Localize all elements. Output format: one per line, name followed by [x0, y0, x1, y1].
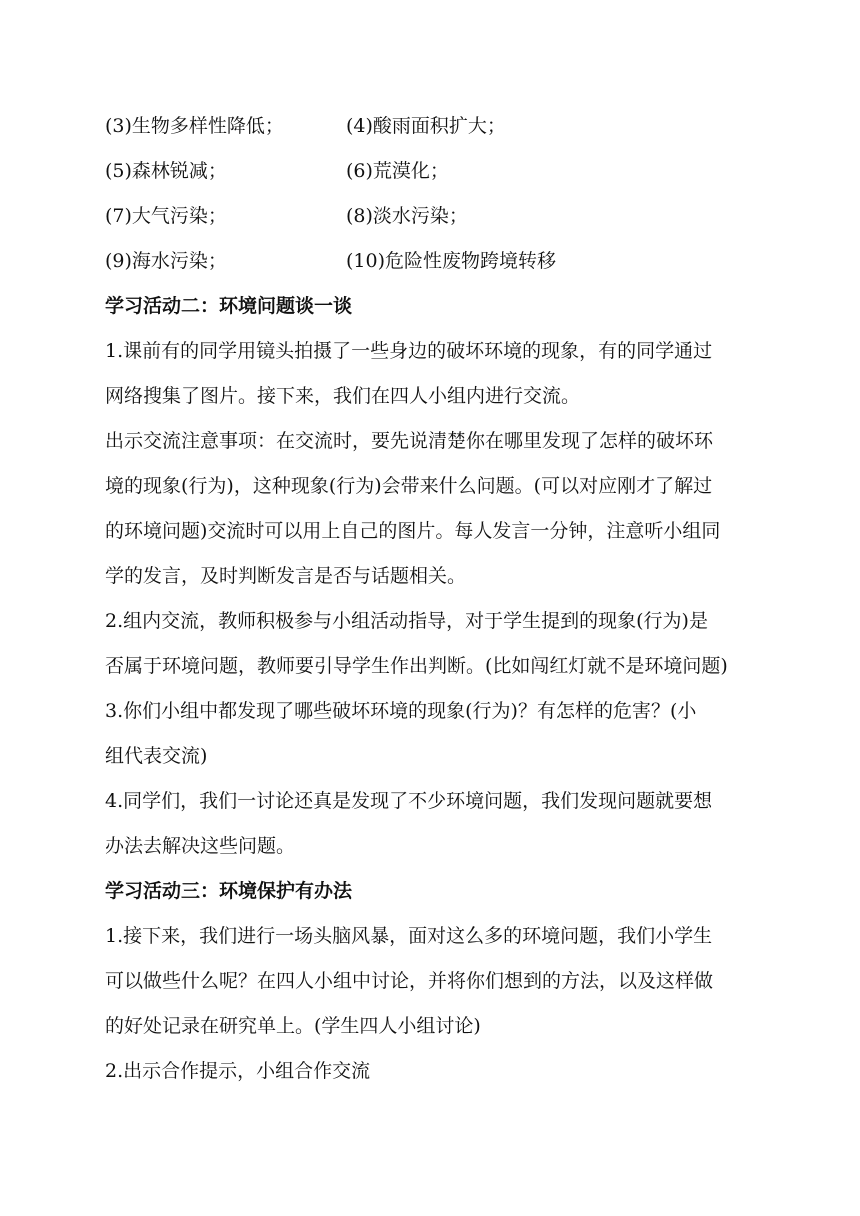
paragraph-line: 1.接下来，我们进行一场头脑风暴，面对这么多的环境问题，我们小学生 — [105, 925, 713, 947]
paragraph-line: 办法去解决这些问题。 — [105, 835, 296, 857]
paragraph-line: 2.组内交流，教师积极参与小组活动指导，对于学生提到的现象(行为)是 — [105, 610, 708, 632]
paragraph-line: 2.出示合作提示，小组合作交流 — [105, 1060, 371, 1082]
paragraph-line: 的好处记录在研究单上。(学生四人小组讨论) — [105, 1015, 481, 1037]
list-item: (7)大气污染； — [105, 205, 227, 227]
paragraph-line: 4.同学们，我们一讨论还真是发现了不少环境问题，我们发现问题就要想 — [105, 790, 713, 812]
paragraph-line: 出示交流注意事项：在交流时，要先说清楚你在哪里发现了怎样的破坏环 — [105, 430, 714, 452]
paragraph-line: 网络搜集了图片。接下来，我们在四人小组内进行交流。 — [105, 385, 581, 407]
paragraph-line: 学的发言，及时判断发言是否与话题相关。 — [105, 565, 467, 587]
section-heading: 学习活动二：环境问题谈一谈 — [105, 295, 353, 317]
list-item: (5)森林锐减； — [105, 160, 227, 182]
paragraph-line: 3.你们小组中都发现了哪些破坏环境的现象(行为)？有怎样的危害？(小 — [105, 700, 697, 722]
list-item: (9)海水污染； — [105, 250, 227, 272]
paragraph-line: 1.课前有的同学用镜头拍摄了一些身边的破坏环境的现象，有的同学通过 — [105, 340, 713, 362]
paragraph-line: 组代表交流) — [105, 745, 208, 767]
section-heading: 学习活动三：环境保护有办法 — [105, 880, 353, 902]
list-item: (10)危险性废物跨境转移 — [346, 250, 557, 272]
paragraph-line: 的环境问题)交流时可以用上自己的图片。每人发言一分钟，注意听小组同 — [105, 520, 721, 542]
list-item: (4)酸雨面积扩大； — [346, 115, 506, 137]
paragraph-line: 境的现象(行为)，这种现象(行为)会带来什么问题。(可以对应刚才了解过 — [105, 475, 713, 497]
paragraph-line: 可以做些什么呢？在四人小组中讨论，并将你们想到的方法，以及这样做 — [105, 970, 714, 992]
list-item: (3)生物多样性降低； — [105, 115, 284, 137]
list-item: (8)淡水污染； — [346, 205, 468, 227]
paragraph-line: 否属于环境问题，教师要引导学生作出判断。(比如闯红灯就不是环境问题) — [105, 655, 728, 677]
list-item: (6)荒漠化； — [346, 160, 449, 182]
